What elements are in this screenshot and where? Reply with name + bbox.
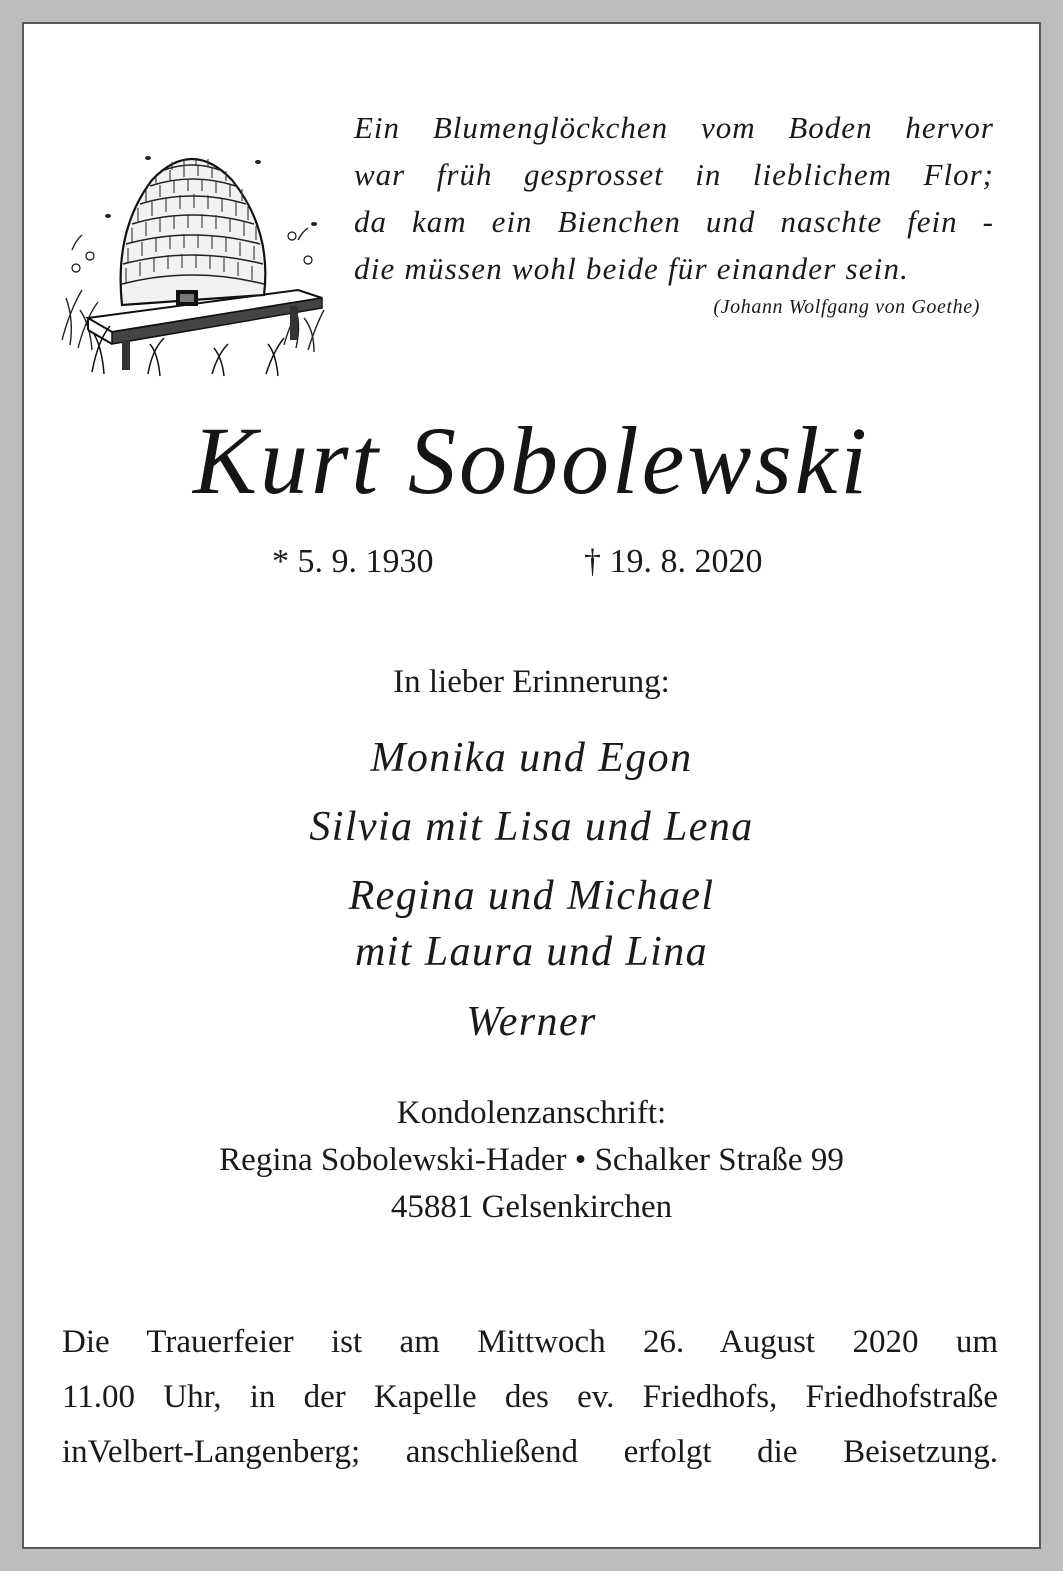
death-date: † 19. 8. 2020	[584, 543, 763, 580]
mourners-list	[0, 730, 1063, 1050]
condolence-address	[0, 1090, 1063, 1231]
birth-date: * 5. 9. 1930	[272, 543, 434, 580]
poem	[354, 104, 994, 292]
poem-line: die müssen wohl beide für einander sein.	[354, 251, 910, 286]
condolence-label: Kondolenzanschrift:	[396, 1095, 667, 1131]
funeral-service-notice	[62, 1315, 998, 1480]
beehive-icon	[52, 140, 328, 378]
poem-line: war früh gesprosset in lieblichem Flor;	[354, 157, 994, 192]
mourner-line: Monika und Egon	[370, 735, 693, 781]
deceased-name: Kurt Sobolewski	[192, 407, 870, 514]
memory-label: In lieber Erinnerung:	[393, 664, 670, 700]
poem-line: da kam ein Bienchen und naschte fein -	[354, 204, 994, 239]
poem-line: Ein Blumenglöckchen vom Boden hervor	[354, 110, 994, 145]
service-line: 11.00 Uhr, in der Kapelle des ev. Friedhofs, Friedhofstraße	[62, 1379, 998, 1415]
mourner-line: Silvia mit Lisa und Lena	[309, 804, 754, 850]
service-line: Die Trauerfeier ist am Mittwoch 26. August 2020 um	[62, 1324, 998, 1360]
poem-author: (Johann Wolfgang von Goethe)	[713, 296, 980, 318]
mourner-line: Werner	[466, 999, 597, 1045]
mourner-line: mit Laura und Lina	[354, 929, 709, 975]
condolence-city: 45881 Gelsenkirchen	[390, 1189, 673, 1225]
mourner-line: Regina und Michael	[348, 873, 715, 919]
condolence-street: Regina Sobolewski-Hader • Schalker Straße 99	[219, 1142, 844, 1178]
service-line: inVelbert-Langenberg; anschließend erfolgt die Beisetzung.	[62, 1434, 998, 1470]
